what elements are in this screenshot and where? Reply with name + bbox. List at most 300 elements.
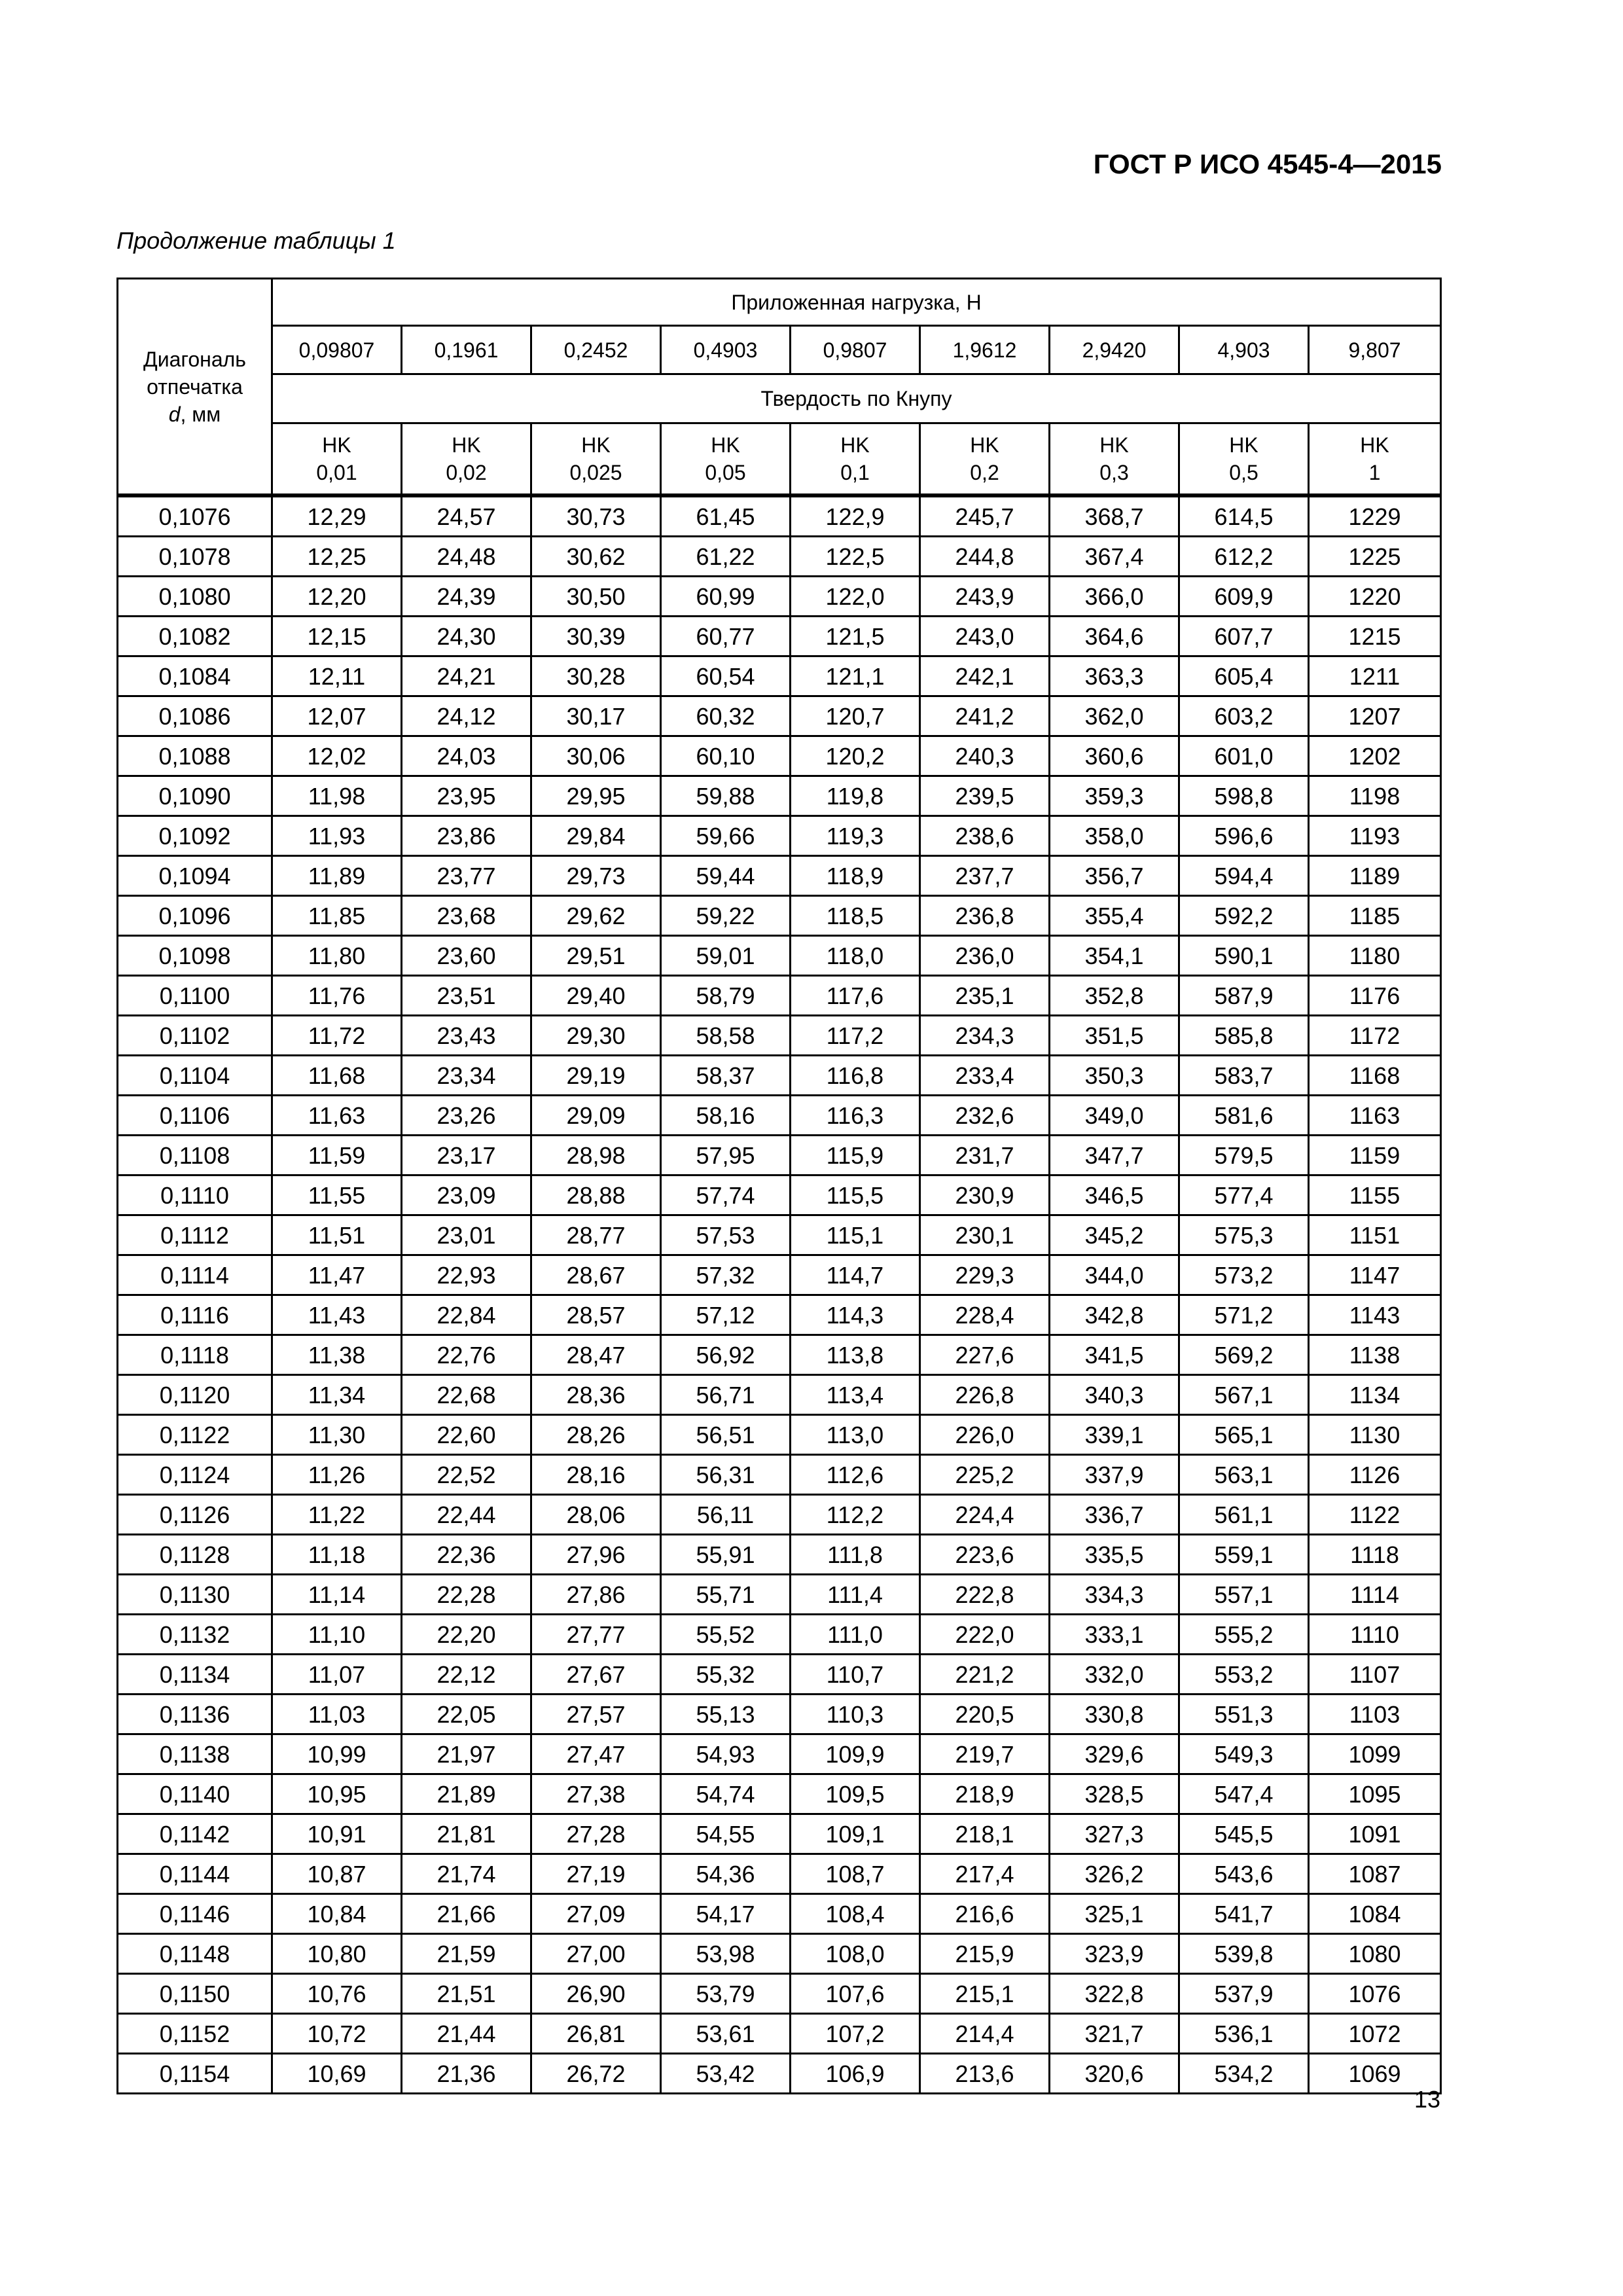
table-row xyxy=(118,1615,1441,1655)
hardness-cell: 114,3 xyxy=(791,1295,920,1335)
hardness-header: Твердость по Кнупу xyxy=(272,374,1441,423)
hardness-cell: 23,34 xyxy=(402,1056,531,1096)
hardness-cell: 10,76 xyxy=(272,1974,402,2014)
hardness-cell: 56,11 xyxy=(661,1495,791,1535)
diagonal-cell: 0,1144 xyxy=(118,1854,272,1894)
hardness-cell: 58,37 xyxy=(661,1056,791,1096)
hardness-cell: 56,71 xyxy=(661,1375,791,1415)
scale-symbol: HK xyxy=(711,433,740,457)
hardness-cell: 349,0 xyxy=(1050,1096,1179,1136)
hardness-cell: 592,2 xyxy=(1179,896,1309,936)
hardness-cell: 326,2 xyxy=(1050,1854,1179,1894)
scale-designation xyxy=(1309,423,1441,496)
hardness-cell: 27,96 xyxy=(531,1535,661,1575)
hardness-cell: 1126 xyxy=(1309,1455,1441,1495)
hardness-cell: 30,28 xyxy=(531,656,661,696)
hardness-cell: 120,2 xyxy=(791,736,920,776)
hardness-cell: 59,01 xyxy=(661,936,791,976)
diagonal-cell: 0,1088 xyxy=(118,736,272,776)
hardness-cell: 30,17 xyxy=(531,696,661,736)
hardness-cell: 112,2 xyxy=(791,1495,920,1535)
table-row xyxy=(118,1016,1441,1056)
hardness-cell: 58,16 xyxy=(661,1096,791,1136)
table-row xyxy=(118,495,1441,537)
hardness-cell: 350,3 xyxy=(1050,1056,1179,1096)
hardness-cell: 218,1 xyxy=(920,1814,1050,1854)
table-row xyxy=(118,1136,1441,1175)
hardness-cell: 28,57 xyxy=(531,1295,661,1335)
hardness-cell: 11,63 xyxy=(272,1096,402,1136)
hardness-cell: 605,4 xyxy=(1179,656,1309,696)
diagonal-cell: 0,1120 xyxy=(118,1375,272,1415)
hardness-cell: 366,0 xyxy=(1050,577,1179,617)
hardness-cell: 1202 xyxy=(1309,736,1441,776)
hardness-cell: 1180 xyxy=(1309,936,1441,976)
scale-symbol: HK xyxy=(581,433,611,457)
hardness-cell: 26,72 xyxy=(531,2054,661,2094)
hardness-cell: 1076 xyxy=(1309,1974,1441,2014)
diagonal-cell: 0,1142 xyxy=(118,1814,272,1854)
hardness-cell: 534,2 xyxy=(1179,2054,1309,2094)
diagonal-header-line2: отпечатка xyxy=(147,374,243,399)
hardness-cell: 28,98 xyxy=(531,1136,661,1175)
diagonal-cell: 0,1154 xyxy=(118,2054,272,2094)
diagonal-cell: 0,1122 xyxy=(118,1415,272,1455)
hardness-cell: 1155 xyxy=(1309,1175,1441,1215)
scales-row xyxy=(118,423,1441,496)
hardness-cell: 12,25 xyxy=(272,537,402,577)
hardness-cell: 1176 xyxy=(1309,976,1441,1016)
hardness-cell: 55,91 xyxy=(661,1535,791,1575)
hardness-cell: 12,15 xyxy=(272,617,402,656)
hardness-cell: 215,9 xyxy=(920,1934,1050,1974)
hardness-cell: 55,71 xyxy=(661,1575,791,1615)
hardness-cell: 1080 xyxy=(1309,1934,1441,1974)
hardness-cell: 1143 xyxy=(1309,1295,1441,1335)
hardness-cell: 367,4 xyxy=(1050,537,1179,577)
diagonal-cell: 0,1136 xyxy=(118,1695,272,1734)
hardness-cell: 23,09 xyxy=(402,1175,531,1215)
hardness-cell: 59,88 xyxy=(661,776,791,816)
hardness-cell: 561,1 xyxy=(1179,1495,1309,1535)
hardness-cell: 106,9 xyxy=(791,2054,920,2094)
hardness-cell: 28,06 xyxy=(531,1495,661,1535)
hardness-cell: 23,60 xyxy=(402,936,531,976)
hardness-cell: 320,6 xyxy=(1050,2054,1179,2094)
hardness-cell: 27,38 xyxy=(531,1774,661,1814)
hardness-cell: 340,3 xyxy=(1050,1375,1179,1415)
hardness-cell: 336,7 xyxy=(1050,1495,1179,1535)
hardness-cell: 59,22 xyxy=(661,896,791,936)
hardness-cell: 547,4 xyxy=(1179,1774,1309,1814)
hardness-cell: 216,6 xyxy=(920,1894,1050,1934)
scale-symbol: HK xyxy=(452,433,481,457)
hardness-cell: 1168 xyxy=(1309,1056,1441,1096)
hardness-cell: 11,72 xyxy=(272,1016,402,1056)
hardness-cell: 1215 xyxy=(1309,617,1441,656)
diagonal-cell: 0,1078 xyxy=(118,537,272,577)
hardness-cell: 228,4 xyxy=(920,1295,1050,1335)
hardness-cell: 577,4 xyxy=(1179,1175,1309,1215)
table-row xyxy=(118,1854,1441,1894)
hardness-cell: 10,91 xyxy=(272,1814,402,1854)
hardness-cell: 11,30 xyxy=(272,1415,402,1455)
hardness-cell: 1220 xyxy=(1309,577,1441,617)
hardness-cell: 598,8 xyxy=(1179,776,1309,816)
hardness-cell: 590,1 xyxy=(1179,936,1309,976)
hardness-cell: 26,90 xyxy=(531,1974,661,2014)
load-value: 9,807 xyxy=(1309,326,1441,374)
hardness-cell: 24,39 xyxy=(402,577,531,617)
table-row xyxy=(118,1056,1441,1096)
hardness-cell: 54,55 xyxy=(661,1814,791,1854)
hardness-cell: 60,99 xyxy=(661,577,791,617)
hardness-cell: 24,57 xyxy=(402,495,531,537)
hardness-cell: 118,5 xyxy=(791,896,920,936)
diagonal-cell: 0,1104 xyxy=(118,1056,272,1096)
scale-load-index: 0,2 xyxy=(970,461,999,484)
hardness-cell: 23,68 xyxy=(402,896,531,936)
diagonal-cell: 0,1126 xyxy=(118,1495,272,1535)
hardness-cell: 539,8 xyxy=(1179,1934,1309,1974)
hardness-cell: 11,10 xyxy=(272,1615,402,1655)
hardness-cell: 117,6 xyxy=(791,976,920,1016)
hardness-cell: 10,69 xyxy=(272,2054,402,2094)
table-row xyxy=(118,1934,1441,1974)
hardness-cell: 119,8 xyxy=(791,776,920,816)
hardness-cell: 22,05 xyxy=(402,1695,531,1734)
hardness-cell: 60,54 xyxy=(661,656,791,696)
hardness-cell: 245,7 xyxy=(920,495,1050,537)
hardness-cell: 122,5 xyxy=(791,537,920,577)
scale-load-index: 1 xyxy=(1368,461,1381,484)
hardness-cell: 1095 xyxy=(1309,1774,1441,1814)
hardness-cell: 111,4 xyxy=(791,1575,920,1615)
hardness-cell: 242,1 xyxy=(920,656,1050,696)
load-value: 0,1961 xyxy=(402,326,531,374)
hardness-cell: 329,6 xyxy=(1050,1734,1179,1774)
hardness-cell: 549,3 xyxy=(1179,1734,1309,1774)
load-value: 0,09807 xyxy=(272,326,402,374)
hardness-cell: 22,36 xyxy=(402,1535,531,1575)
table-row xyxy=(118,1375,1441,1415)
table-row xyxy=(118,1814,1441,1854)
knoop-hardness-table xyxy=(116,278,1442,2094)
diagonal-symbol: d xyxy=(168,402,181,426)
scale-load-index: 0,1 xyxy=(840,461,870,484)
hardness-cell: 57,74 xyxy=(661,1175,791,1215)
table-row xyxy=(118,537,1441,577)
hardness-cell: 113,0 xyxy=(791,1415,920,1455)
hardness-cell: 107,2 xyxy=(791,2014,920,2054)
diagonal-cell: 0,1152 xyxy=(118,2014,272,2054)
hardness-cell: 12,11 xyxy=(272,656,402,696)
hardness-cell: 1134 xyxy=(1309,1375,1441,1415)
hardness-cell: 60,77 xyxy=(661,617,791,656)
hardness-cell: 1159 xyxy=(1309,1136,1441,1175)
hardness-cell: 587,9 xyxy=(1179,976,1309,1016)
hardness-cell: 238,6 xyxy=(920,816,1050,856)
hardness-cell: 24,03 xyxy=(402,736,531,776)
table-row xyxy=(118,736,1441,776)
hardness-cell: 107,6 xyxy=(791,1974,920,2014)
table-row xyxy=(118,1415,1441,1455)
hardness-cell: 607,7 xyxy=(1179,617,1309,656)
hardness-cell: 356,7 xyxy=(1050,856,1179,896)
hardness-cell: 24,48 xyxy=(402,537,531,577)
hardness-cell: 347,7 xyxy=(1050,1136,1179,1175)
hardness-cell: 354,1 xyxy=(1050,936,1179,976)
diagonal-cell: 0,1096 xyxy=(118,896,272,936)
hardness-cell: 1193 xyxy=(1309,816,1441,856)
diagonal-cell: 0,1098 xyxy=(118,936,272,976)
hardness-cell: 337,9 xyxy=(1050,1455,1179,1495)
hardness-cell: 222,0 xyxy=(920,1615,1050,1655)
table-row xyxy=(118,1335,1441,1375)
hardness-cell: 109,9 xyxy=(791,1734,920,1774)
hardness-cell: 213,6 xyxy=(920,2054,1050,2094)
page-number: 13 xyxy=(1414,2086,1440,2113)
diagonal-cell: 0,1134 xyxy=(118,1655,272,1695)
hardness-cell: 11,18 xyxy=(272,1535,402,1575)
table-row xyxy=(118,1455,1441,1495)
hardness-cell: 235,1 xyxy=(920,976,1050,1016)
hardness-cell: 28,16 xyxy=(531,1455,661,1495)
hardness-cell: 551,3 xyxy=(1179,1695,1309,1734)
hardness-cell: 575,3 xyxy=(1179,1215,1309,1255)
hardness-cell: 115,9 xyxy=(791,1136,920,1175)
hardness-cell: 224,4 xyxy=(920,1495,1050,1535)
hardness-cell: 339,1 xyxy=(1050,1415,1179,1455)
hardness-cell: 22,20 xyxy=(402,1615,531,1655)
hardness-cell: 116,8 xyxy=(791,1056,920,1096)
hardness-cell: 1147 xyxy=(1309,1255,1441,1295)
hardness-cell: 12,07 xyxy=(272,696,402,736)
hardness-cell: 57,32 xyxy=(661,1255,791,1295)
hardness-cell: 583,7 xyxy=(1179,1056,1309,1096)
scale-designation xyxy=(920,423,1050,496)
hardness-cell: 11,34 xyxy=(272,1375,402,1415)
hardness-cell: 108,4 xyxy=(791,1894,920,1934)
hardness-cell: 218,9 xyxy=(920,1774,1050,1814)
applied-load-header: Приложенная нагрузка, Н xyxy=(272,279,1441,326)
hardness-cell: 1114 xyxy=(1309,1575,1441,1615)
table-row xyxy=(118,936,1441,976)
hardness-cell: 109,1 xyxy=(791,1814,920,1854)
hardness-cell: 1103 xyxy=(1309,1695,1441,1734)
hardness-cell: 1084 xyxy=(1309,1894,1441,1934)
hardness-cell: 30,06 xyxy=(531,736,661,776)
hardness-cell: 23,26 xyxy=(402,1096,531,1136)
hardness-cell: 11,89 xyxy=(272,856,402,896)
hardness-cell: 368,7 xyxy=(1050,495,1179,537)
table-row xyxy=(118,1734,1441,1774)
hardness-cell: 117,2 xyxy=(791,1016,920,1056)
table-row xyxy=(118,776,1441,816)
hardness-cell: 1110 xyxy=(1309,1615,1441,1655)
hardness-cell: 1130 xyxy=(1309,1415,1441,1455)
hardness-cell: 21,97 xyxy=(402,1734,531,1774)
hardness-cell: 11,26 xyxy=(272,1455,402,1495)
diagonal-cell: 0,1086 xyxy=(118,696,272,736)
hardness-cell: 555,2 xyxy=(1179,1615,1309,1655)
hardness-cell: 22,12 xyxy=(402,1655,531,1695)
hardness-cell: 29,30 xyxy=(531,1016,661,1056)
hardness-cell: 30,50 xyxy=(531,577,661,617)
hardness-cell: 115,5 xyxy=(791,1175,920,1215)
hardness-cell: 111,0 xyxy=(791,1615,920,1655)
hardness-cell: 12,29 xyxy=(272,495,402,537)
hardness-cell: 58,58 xyxy=(661,1016,791,1056)
hardness-cell: 321,7 xyxy=(1050,2014,1179,2054)
load-value: 1,9612 xyxy=(920,326,1050,374)
hardness-cell: 27,19 xyxy=(531,1854,661,1894)
scale-designation xyxy=(791,423,920,496)
hardness-cell: 233,4 xyxy=(920,1056,1050,1096)
diagonal-cell: 0,1138 xyxy=(118,1734,272,1774)
scale-designation xyxy=(402,423,531,496)
hardness-cell: 240,3 xyxy=(920,736,1050,776)
hardness-cell: 243,9 xyxy=(920,577,1050,617)
hardness-cell: 11,14 xyxy=(272,1575,402,1615)
hardness-cell: 55,32 xyxy=(661,1655,791,1695)
hardness-cell: 22,52 xyxy=(402,1455,531,1495)
load-value: 2,9420 xyxy=(1050,326,1179,374)
hardness-cell: 30,39 xyxy=(531,617,661,656)
hardness-cell: 22,76 xyxy=(402,1335,531,1375)
hardness-cell: 29,95 xyxy=(531,776,661,816)
table-row xyxy=(118,896,1441,936)
scale-symbol: HK xyxy=(840,433,870,457)
diagonal-cell: 0,1082 xyxy=(118,617,272,656)
scale-symbol: HK xyxy=(1099,433,1129,457)
scale-load-index: 0,05 xyxy=(705,461,746,484)
hardness-cell: 239,5 xyxy=(920,776,1050,816)
hardness-cell: 11,98 xyxy=(272,776,402,816)
diagonal-cell: 0,1140 xyxy=(118,1774,272,1814)
scale-designation xyxy=(531,423,661,496)
hardness-cell: 557,1 xyxy=(1179,1575,1309,1615)
hardness-cell: 122,9 xyxy=(791,495,920,537)
load-value: 0,2452 xyxy=(531,326,661,374)
hardness-cell: 236,8 xyxy=(920,896,1050,936)
hardness-cell: 226,8 xyxy=(920,1375,1050,1415)
diagonal-header xyxy=(118,279,272,496)
hardness-cell: 335,5 xyxy=(1050,1535,1179,1575)
hardness-cell: 541,7 xyxy=(1179,1894,1309,1934)
hardness-cell: 21,74 xyxy=(402,1854,531,1894)
hardness-cell: 30,62 xyxy=(531,537,661,577)
scale-load-index: 0,02 xyxy=(446,461,487,484)
hardness-cell: 1211 xyxy=(1309,656,1441,696)
hardness-cell: 54,36 xyxy=(661,1854,791,1894)
hardness-cell: 11,38 xyxy=(272,1335,402,1375)
hardness-cell: 10,87 xyxy=(272,1854,402,1894)
scale-symbol: HK xyxy=(970,433,999,457)
diagonal-cell: 0,1128 xyxy=(118,1535,272,1575)
hardness-cell: 352,8 xyxy=(1050,976,1179,1016)
hardness-cell: 56,92 xyxy=(661,1335,791,1375)
hardness-cell: 342,8 xyxy=(1050,1295,1179,1335)
scale-symbol: HK xyxy=(322,433,351,457)
hardness-cell: 1163 xyxy=(1309,1096,1441,1136)
hardness-cell: 22,28 xyxy=(402,1575,531,1615)
hardness-cell: 569,2 xyxy=(1179,1335,1309,1375)
hardness-cell: 579,5 xyxy=(1179,1136,1309,1175)
hardness-cell: 226,0 xyxy=(920,1415,1050,1455)
hardness-cell: 121,1 xyxy=(791,656,920,696)
hardness-cell: 244,8 xyxy=(920,537,1050,577)
hardness-cell: 1069 xyxy=(1309,2054,1441,2094)
hardness-cell: 573,2 xyxy=(1179,1255,1309,1295)
hardness-cell: 120,7 xyxy=(791,696,920,736)
diagonal-cell: 0,1090 xyxy=(118,776,272,816)
diagonal-header-line1: Диагональ xyxy=(143,347,246,371)
hardness-cell: 1138 xyxy=(1309,1335,1441,1375)
hardness-cell: 537,9 xyxy=(1179,1974,1309,2014)
diagonal-cell: 0,1132 xyxy=(118,1615,272,1655)
diagonal-cell: 0,1092 xyxy=(118,816,272,856)
hardness-cell: 360,6 xyxy=(1050,736,1179,776)
hardness-cell: 1072 xyxy=(1309,2014,1441,2054)
hardness-cell: 12,20 xyxy=(272,577,402,617)
hardness-cell: 29,40 xyxy=(531,976,661,1016)
diagonal-cell: 0,1076 xyxy=(118,495,272,537)
hardness-cell: 61,22 xyxy=(661,537,791,577)
hardness-cell: 236,0 xyxy=(920,936,1050,976)
diagonal-cell: 0,1114 xyxy=(118,1255,272,1295)
hardness-cell: 28,36 xyxy=(531,1375,661,1415)
hardness-cell: 59,66 xyxy=(661,816,791,856)
hardness-cell: 22,93 xyxy=(402,1255,531,1295)
hardness-cell: 323,9 xyxy=(1050,1934,1179,1974)
hardness-cell: 563,1 xyxy=(1179,1455,1309,1495)
table-row xyxy=(118,1575,1441,1615)
hardness-cell: 27,86 xyxy=(531,1575,661,1615)
hardness-cell: 229,3 xyxy=(920,1255,1050,1295)
hardness-cell: 57,95 xyxy=(661,1136,791,1175)
hardness-cell: 29,19 xyxy=(531,1056,661,1096)
table-row xyxy=(118,656,1441,696)
hardness-cell: 1189 xyxy=(1309,856,1441,896)
hardness-cell: 225,2 xyxy=(920,1455,1050,1495)
hardness-cell: 23,51 xyxy=(402,976,531,1016)
table-row xyxy=(118,2014,1441,2054)
table-row xyxy=(118,816,1441,856)
table-row xyxy=(118,617,1441,656)
hardness-cell: 1198 xyxy=(1309,776,1441,816)
hardness-cell: 543,6 xyxy=(1179,1854,1309,1894)
hardness-cell: 1091 xyxy=(1309,1814,1441,1854)
table-row xyxy=(118,1974,1441,2014)
load-value: 0,4903 xyxy=(661,326,791,374)
scale-load-index: 0,01 xyxy=(316,461,357,484)
hardness-cell: 30,73 xyxy=(531,495,661,537)
hardness-cell: 29,62 xyxy=(531,896,661,936)
hardness-cell: 24,12 xyxy=(402,696,531,736)
diagonal-cell: 0,1150 xyxy=(118,1974,272,2014)
hardness-cell: 10,80 xyxy=(272,1934,402,1974)
table-row xyxy=(118,1495,1441,1535)
hardness-cell: 234,3 xyxy=(920,1016,1050,1056)
hardness-cell: 567,1 xyxy=(1179,1375,1309,1415)
hardness-cell: 53,79 xyxy=(661,1974,791,2014)
hardness-cell: 108,7 xyxy=(791,1854,920,1894)
hardness-cell: 111,8 xyxy=(791,1535,920,1575)
hardness-cell: 362,0 xyxy=(1050,696,1179,736)
hardness-cell: 113,4 xyxy=(791,1375,920,1415)
diagonal-cell: 0,1116 xyxy=(118,1295,272,1335)
